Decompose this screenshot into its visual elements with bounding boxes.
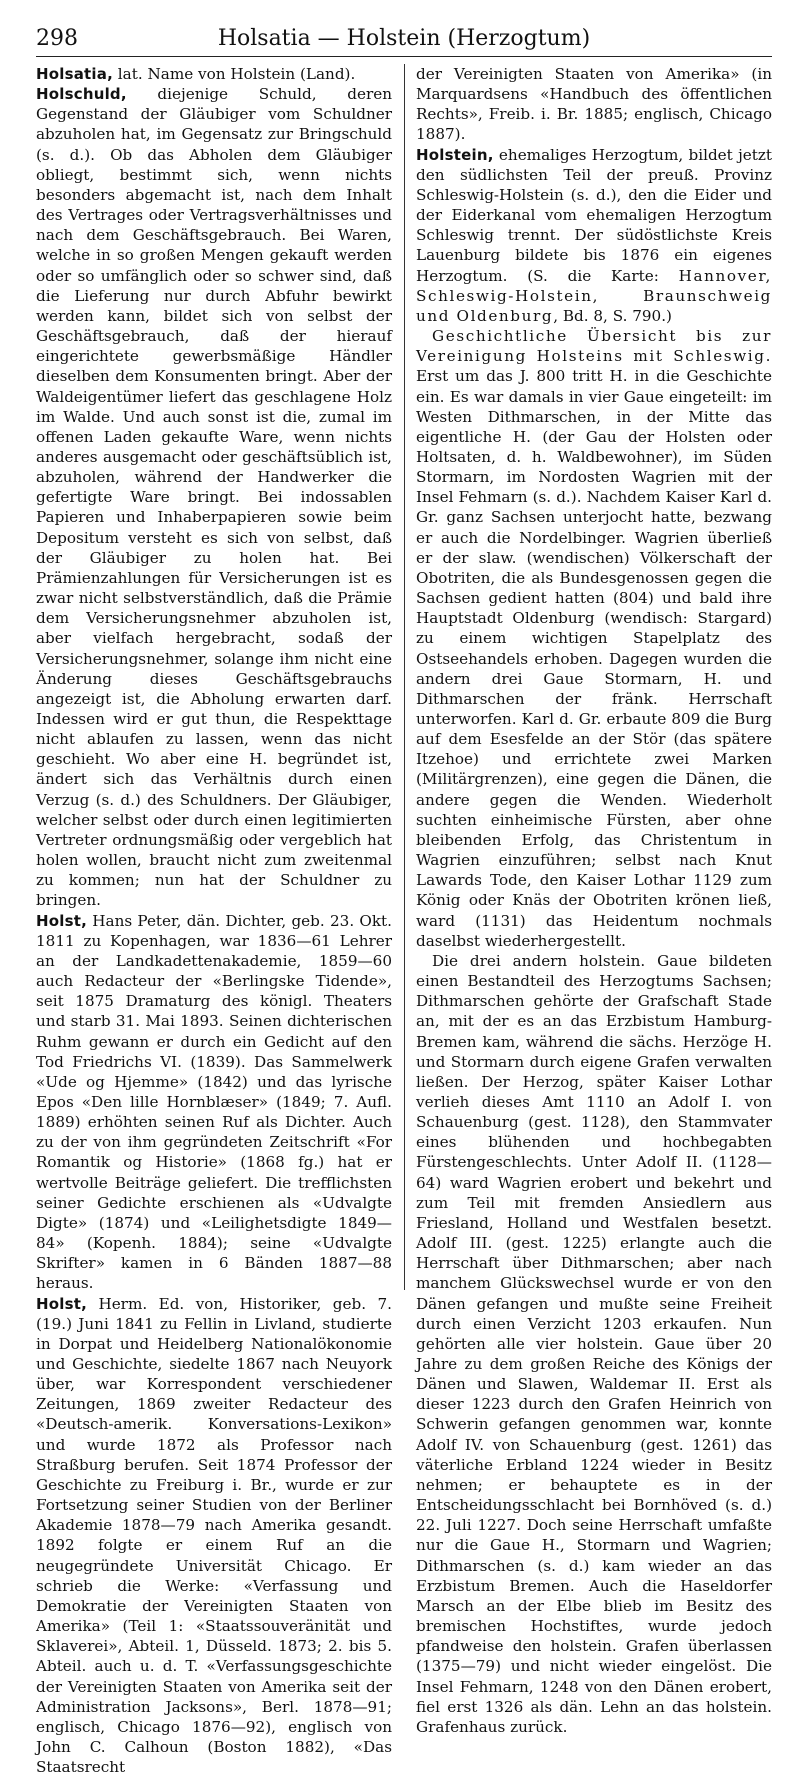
column-divider [404, 64, 405, 1290]
lemma: Holsatia, [36, 65, 113, 83]
running-head: Holsatia — Holstein (Herzogtum) [217, 26, 591, 51]
entry-text: , Bd. 8, S. 790.) [553, 306, 672, 325]
map-reference: Hannover, Schleswig-Holstein, Braunschweig und Oldenburg [416, 266, 772, 325]
entry-holst-hans-peter [36, 911, 392, 1294]
lemma: Holschuld, [36, 85, 127, 104]
entry-text: ehemaliges Herzogtum, bildet jetzt den südlichsten Teil der preuß. Provinz Schleswig-Holstein (s. d.), den die Eider und der Eiderkanal vom ehemaligen Herzogtum Schleswig trennt. Der südöstlichste Kreis Lauenburg bildete bis 1876 ein eigenes Herzogtum. (S. die Karte: [416, 145, 772, 285]
dictionary-page [36, 22, 772, 1777]
entry-text: Hans Peter, dän. Dichter, geb. 23. Okt. 1811 zu Kopenhagen, war 1836—61 Lehrer an der Landkadettenakademie, 1859—60 auch Redacteur der «Berlingske Tidende», seit 1875 Dramaturg des königl. Theaters und starb 31. Mai 1893. Seinen dichterischen Ruhm gewann er durch ein Gedicht auf den Tod Friedrichs VI. (1839). Das Sammelwerk «Ude og Hjemme» (1842) und das lyrische Epos «Den lille Hornblæser» (1849; 7. Aufl. 1889) erhöhten seinen Ruf als Dichter. Auch zu der von ihm gegründeten Zeitschrift «For Romantik og Historie» (1868 fg.) hat er wertvolle Beiträge geliefert. Die trefflichsten seiner Gedichte erschienen als «Udvalgte Digte» (1874) und «Leilighetsdigte 1849—84» (Kopenh. 1884); seine «Udvalgte Skrifter» kamen in 6 Bänden 1887—88 heraus. [36, 911, 392, 1293]
text-columns [36, 64, 772, 1777]
right-column [416, 64, 772, 1736]
entry-text: lat. Name von Holstein (Land). [112, 65, 356, 83]
lemma: Holstein, [416, 145, 494, 164]
section-heading: Geschichtliche Übersicht bis zur Vereinigung Holsteins mit Schleswig. [416, 327, 772, 366]
lemma: Holst, [36, 1294, 87, 1313]
paragraph-text: Erst um das J. 800 tritt H. in die Geschichte ein. Es war damals in vier Gaue eingeteilt: im Westen Dithmarschen, in der Mitte das eigentliche H. (der Gau der Holsten oder Holtsaten, d. h. Waldbewohner), im Süden Stormarn, im Nordosten Wagrien mit der Insel Fehmarn (s. d.). Nachdem Kaiser Karl d. Gr. ganz Sachsen unterjocht hatte, bezwang er auch die Nordelbinger. Wagrien überließ er der slaw. (wendischen) Völkerschaft der Obotriten, die als Bundesgenossen gegen die Sachsen gedient hatten (804) und bald ihre Hauptstadt Oldenburg (wendisch: Stargard) zu einem wichtigen Stapelplatz des Ostseehandels erhoben. Dagegen wurden die andern drei Gaue Stormarn, H. und Dithmarschen der fränk. Herrschaft unterworfen. Karl d. Gr. erbaute 809 die Burg auf dem Esesfelde an der Stör (das spätere Itzehoe) und errichtete zwei Marken (Militärgrenzen), eine gegen die Dänen, die andere gegen die Wenden. Wiederholt suchten einheimische Fürsten, aber ohne bleibenden Erfolg, das Christentum in Wagrien einzuführen; selbst nach Knut Lawards Tode, den Kaiser Lothar 1129 zum König oder Knäs der Obotriten krönen ließ, ward (1131) das Heidentum nochmals daselbst wiederhergestellt. [416, 367, 772, 950]
entry-holschuld [36, 84, 392, 910]
entry-holst-continued: der Vereinigten Staaten von Amerika» (in Marquardsens «Handbuch des öffentlichen Rechts», Freib. i. Br. 1885; englisch, Chicago 1887). [416, 65, 772, 144]
paragraph-gaue: Die drei andern holstein. Gaue bildeten einen Bestandteil des Herzogtums Sachsen; Dithmarschen gehörte der Grafschaft Stade an, mit der es an das Erzbistum Hamburg-Bremen kam, während die sächs. Herzöge H. und Stormarn durch eigene Grafen verwalten ließen. Der Herzog, später Kaiser Lothar verlieh dieses Amt 1110 an Adolf I. von Schauenburg (gest. 1128), den Stammvater eines blühenden und hochbegabten Fürstengeschlechts. Unter Adolf II. (1128—64) ward Wagrien erobert und bekehrt und zum Teil mit fremden Ansiedlern aus Friesland, Holland und Westfalen besetzt. Adolf III. (gest. 1225) erlangte auch die Herrschaft über Dithmarschen; aber nach manchem Glückswechsel wurde er von den Dänen gefangen und mußte seine Freiheit durch einen Verzicht 1203 erkaufen. Nun gehörten alle vier holstein. Gaue über 20 Jahre zu dem großen Reiche des Königs der Dänen und Slawen, Waldemar II. Erst als dieser 1223 durch den Grafen Heinrich von Schwerin gefangen genommen war, konnte Adolf IV. von Schauenburg (gest. 1261) das väterliche Erbland 1224 wieder in Besitz nehmen; er behauptete es in der Entscheidungsschlacht bei Bornhöved (s. d.) 22. Juli 1227. Doch seine Herrschaft umfaßte nur die Gaue H., Stormarn und Wagrien; Dithmarschen (s. d.) kam wieder an das Erzbistum Bremen. Auch die Haseldorfer Marsch an der Elbe blieb im Besitz des bremischen Hochstiftes, wurde jedoch pfandweise den holstein. Grafen überlassen (1375—79) und nicht wieder eingelöst. Die Insel Fehmarn, 1248 von den Dänen erobert, fiel erst 1326 als dän. Lehn an das holstein. Grafenhaus zurück. [416, 951, 772, 1736]
entry-text: diejenige Schuld, deren Gegenstand der Gläubiger vom Schuldner abzuholen hat, im Gegensatz zur Bringschuld (s. d.). Ob das Abholen dem Gläubiger obliegt, bestimmt sich, wenn nichts besonders abgemacht ist, nach dem Inhalt des Vertrages oder Vertragsverhältnisses und nach dem Geschäftsgebrauch. Bei Waren, welche in so großen Mengen gekauft werden oder so umfänglich oder so schwer sind, daß die Lieferung nur durch Abfuhr bewirkt werden kann, bildet sich von selbst der Geschäftsgebrauch, daß der hierauf eingerichtete gewerbsmäßige Händler dieselben dem Konsumenten bringt. Aber der Waldeigentümer liefert das geschlagene Holz im Walde. Und auch sonst ist die, zumal im offenen Laden gekaufte Ware, wenn nichts anderes ausgemacht oder geschäftsüblich ist, abzuholen, während der Handwerker die gefertigte Ware bringt. Bei indossablen Papieren und Inhaberpapieren sowie beim Depositum versteht es sich von selbst, daß der Gläubiger zu holen hat. Bei Prämienzahlungen für Versicherungen ist es zwar nicht selbstverständlich, daß die Prämie dem Versicherungsnehmer abzuholen ist, aber vielfach hergebracht, sodaß der Versicherungsnehmer, solange ihm nicht eine Änderung dieses Geschäftsgebrauchs angezeigt ist, die Abholung erwarten darf. Indessen wird er gut thun, die Respekttage nicht ablaufen zu lassen, wenn das nicht geschieht. Wo aber eine H. begründet ist, ändert sich das Verhältnis durch einen Verzug (s. d.) des Schuldners. Der Gläubiger, welcher selbst oder durch einen legitimierten Vertreter ordnungsmäßig oder vergeblich hat holen wollen, braucht nicht zum zweitenmal zu kommen; nun hat der Schuldner zu bringen. [36, 85, 392, 910]
entry-holstein [416, 145, 772, 326]
lemma: Holst, [36, 911, 87, 930]
entry-holsatia [36, 64, 392, 84]
page-number: 298 [36, 26, 78, 51]
page-header [36, 22, 772, 57]
paragraph-history-overview [416, 326, 772, 951]
left-column [36, 64, 392, 1777]
entry-text: Herm. Ed. von, Historiker, geb. 7. (19.) Juni 1841 zu Fellin in Livland, studierte in Dorpat und Heidelberg Nationalökonomie und Geschichte, siedelte 1867 nach Neuyork über, war Korrespondent verschiedener Zeitungen, 1869 zweiter Redacteur des «Deutsch-amerik. Konversations-Lexikon» und wurde 1872 als Professor nach Straßburg berufen. Seit 1874 Professor der Geschichte zu Freiburg i. Br., wurde er zur Fortsetzung seiner Studien von der Berliner Akademie 1878—79 nach Amerika gesandt. 1892 folgte er einem Ruf an die neugegründete Universität Chicago. Er schrieb die Werke: «Verfassung und Demokratie der Vereinigten Staaten von Amerika» (Teil 1: «Staatssouveränität und Sklaverei», Abteil. 1, Düsseld. 1873; 2. bis 5. Abteil. auch u. d. T. «Verfassungsgeschichte der Vereinigten Staaten von Amerika seit der Administration Jacksons», Berl. 1878—91; englisch, Chicago 1876—92), englisch von John C. Calhoun (Boston 1882), «Das Staatsrecht [36, 1294, 392, 1777]
entry-holst-hermann [36, 1294, 392, 1777]
